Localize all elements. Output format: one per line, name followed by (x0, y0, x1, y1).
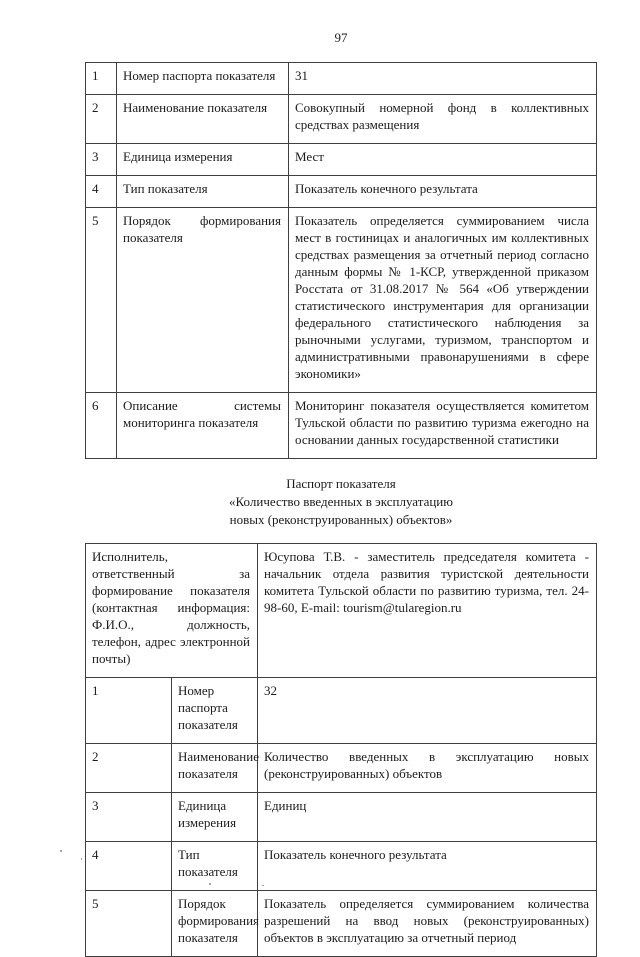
table-row (86, 144, 597, 176)
row-value: Показатель конечного результата (258, 842, 597, 891)
row-label: Наименование показателя (172, 744, 258, 793)
heading-line-3: новых (реконструированных) объектов» (229, 512, 453, 527)
table-row (86, 793, 597, 842)
row-value: Показатель конечного результата (289, 176, 597, 208)
scan-speck (209, 883, 211, 885)
row-number: 3 (86, 144, 117, 176)
heading-line-1: Паспорт показателя (286, 476, 396, 491)
row-number: 2 (86, 95, 117, 144)
row-number: 6 (86, 393, 117, 459)
row-label: Порядок формирования показателя (117, 208, 289, 393)
document-page (85, 0, 597, 957)
row-label: Номер паспорта показателя (117, 63, 289, 95)
row-value: Показатель определяется суммированием количества разрешений на ввод новых (реконструированных) объектов в эксплуатацию за отчетный период (258, 891, 597, 957)
row-label: Описание системы мониторинга показателя (117, 393, 289, 459)
scan-speck (81, 858, 82, 860)
page-number: 97 (334, 30, 348, 45)
row-label: Тип показателя (172, 842, 258, 891)
passport-heading (85, 475, 597, 529)
indicator-passport-table-31 (85, 62, 597, 459)
row-number: 1 (86, 678, 172, 744)
scan-speck (60, 850, 62, 852)
row-label: Порядок формирования показателя (172, 891, 258, 957)
executor-label: Исполнитель, ответственный за формирование показателя (контактная информация: Ф.И.О., должность, телефон, адрес электронной почты) (86, 544, 258, 678)
row-number: 1 (86, 63, 117, 95)
row-value: 32 (258, 678, 597, 744)
row-number: 4 (86, 842, 172, 891)
indicator-passport-table-32 (85, 543, 597, 957)
table-row (86, 63, 597, 95)
row-number: 4 (86, 176, 117, 208)
executor-value: Юсупова Т.В. - заместитель председателя комитета - начальник отдела развития туристской деятельности комитета Тульской области по развитию туризма, тел. 24-98-60, E-mail: tourism@tularegion.ru (258, 544, 597, 678)
scan-speck (262, 885, 264, 886)
row-value: Совокупный номерной фонд в коллективных средствах размещения (289, 95, 597, 144)
heading-line-2: «Количество введенных в эксплуатацию (229, 494, 453, 509)
row-number: 5 (86, 208, 117, 393)
row-value: 31 (289, 63, 597, 95)
table-row (86, 842, 597, 891)
row-label: Наименование показателя (117, 95, 289, 144)
row-label: Единица измерения (172, 793, 258, 842)
row-value: Единиц (258, 793, 597, 842)
row-label: Номер паспорта показателя (172, 678, 258, 744)
row-label: Тип показателя (117, 176, 289, 208)
row-number: 5 (86, 891, 172, 957)
table-row (86, 891, 597, 957)
table-row (86, 744, 597, 793)
row-number: 2 (86, 744, 172, 793)
row-value: Показатель определяется суммированием числа мест в гостиницах и аналогичных им коллективных средствах размещения за отчетный период согласно данным формы № 1-КСР, утвержденной приказом Росстата от 31.08.2017 № 564 «Об утверждении статистического инструментария для организации федерального статистического наблюдения за рыночными услугами, туризмом, транспортом и административными правонарушениями в сфере экономики» (289, 208, 597, 393)
table-row (86, 176, 597, 208)
table-row-executor (86, 544, 597, 678)
table-row (86, 678, 597, 744)
row-value: Количество введенных в эксплуатацию новых (реконструированных) объектов (258, 744, 597, 793)
table-row (86, 95, 597, 144)
table-row (86, 208, 597, 393)
row-value: Мониторинг показателя осуществляется комитетом Тульской области по развитию туризма ежегодно на основании данных государственной статистики (289, 393, 597, 459)
row-value: Мест (289, 144, 597, 176)
row-label: Единица измерения (117, 144, 289, 176)
table-row (86, 393, 597, 459)
row-number: 3 (86, 793, 172, 842)
